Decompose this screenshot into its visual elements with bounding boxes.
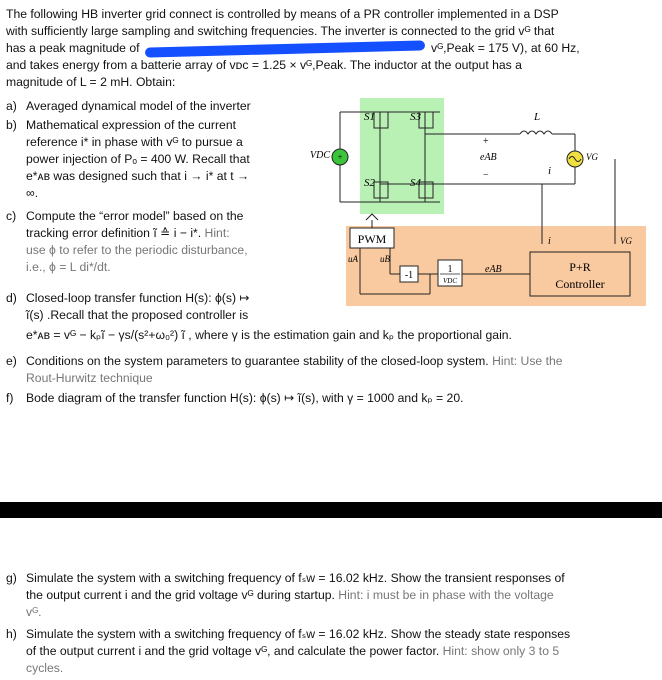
current-meas-label: i <box>548 236 551 247</box>
question-h <box>6 626 570 677</box>
question-e-line-1: Conditions on the system parameters to guarantee stability of the closed-loop system. <box>26 354 489 368</box>
question-b-line-4: e*ᴀʙ was designed such that i → i* at t → <box>26 169 250 183</box>
question-h-hint: Hint: show only 3 to 5 <box>439 644 560 658</box>
inductor-symbol <box>520 131 552 134</box>
question-b-line-1: Mathematical expression of the current <box>26 118 236 132</box>
question-b <box>6 117 250 202</box>
vg-meas-label: VG <box>620 236 632 246</box>
dc-plus-sign: + <box>337 152 343 162</box>
eab-label: eAB <box>480 152 497 163</box>
question-g-label: g) <box>6 571 17 585</box>
pwm-label: PWM <box>357 232 387 246</box>
grid-source <box>567 151 598 167</box>
question-c-hint: Hint: <box>201 226 230 240</box>
ub-label: uB <box>380 254 390 264</box>
eab-plus: + <box>483 136 489 147</box>
question-f-label: f) <box>6 391 14 405</box>
s2-label: S2 <box>364 177 375 189</box>
intro-line-3a: has a peak magnitude of <box>6 41 140 55</box>
question-a-text: Averaged dynamical model of the inverter <box>26 99 251 113</box>
question-c-line-2: tracking error definition ĩ ≙ i − i*. <box>26 226 202 240</box>
gain-numerator: 1 <box>447 264 453 275</box>
question-d-line-2: ĩ(s) .Recall that the proposed controller is <box>26 308 249 322</box>
question-g <box>6 570 565 621</box>
question-e-line-2: Rout-Hurwitz technique <box>26 371 153 385</box>
question-b-line-5: ∞. <box>26 186 39 200</box>
question-h-line-2: of the output current i and the grid voltage vᴳ, and calculate the power factor. <box>26 644 440 658</box>
question-h-line-3: cycles. <box>26 661 64 675</box>
gate-signal-arrow <box>366 214 378 228</box>
inverter-circuit-diagram <box>290 94 662 312</box>
question-g-line-2: the output current i and the grid voltage vᴳ during startup. <box>26 588 335 602</box>
eab-minus: − <box>483 170 489 181</box>
divider-bar <box>0 502 662 518</box>
intro-line-5: magnitude of L = 2 mH. Obtain: <box>6 75 176 89</box>
question-c <box>6 208 248 276</box>
question-c-line-4: i.e., ϕ = L di*/dt. <box>26 260 111 274</box>
question-a <box>6 98 251 115</box>
question-g-hint: Hint: i must be in phase with the voltage <box>334 588 554 602</box>
eab-ref-label: eAB <box>485 264 502 275</box>
controller-label-1: P+R <box>569 260 591 274</box>
gain-denominator: VDC <box>443 277 457 285</box>
vdc-label: VDC <box>310 150 330 161</box>
vg-label: VG <box>586 152 598 162</box>
s4-label: S4 <box>410 177 421 189</box>
intro-line-2: with sufficiently large sampling and switching frequencies. The inverter is connected to the grid vᴳ that <box>6 24 555 38</box>
question-g-line-3: vᴳ. <box>26 605 42 619</box>
intro-line-4: and takes energy from a batterie array of vᴅᴄ = 1.25 × vᴳ,Peak. The inductor at the output has a <box>6 58 522 72</box>
question-f <box>6 390 464 407</box>
question-f-line-1: Bode diagram of the transfer function H(s): ϕ(s) ↦ ĩ(s), with γ = 1000 and kₚ = 20. <box>26 391 464 405</box>
question-e <box>6 353 563 387</box>
current-label: i <box>548 165 552 177</box>
dc-source <box>310 112 348 202</box>
question-b-line-2: reference i* in phase with vᴳ to pursue a <box>26 135 243 149</box>
s1-label: S1 <box>364 111 375 123</box>
s3-label: S3 <box>410 111 421 123</box>
question-b-line-3: power injection of Pₒ = 400 W. Recall that <box>26 152 250 166</box>
question-a-label: a) <box>6 99 17 113</box>
question-d-line-3: e*ᴀʙ = vᴳ − kₚĩ − γs/(s²+ω₀²) ĩ , where γ is the estimation gain and kₚ the proportional gain. <box>26 328 512 342</box>
question-c-label: c) <box>6 209 17 223</box>
ua-label: uA <box>348 254 358 264</box>
negate-label: -1 <box>404 270 414 281</box>
question-b-label: b) <box>6 118 17 132</box>
question-g-line-1: Simulate the system with a switching frequency of fₛᴡ = 16.02 kHz. Show the transient responses of <box>26 571 565 585</box>
question-d-line-1: Closed-loop transfer function H(s): ϕ(s) ↦ <box>26 291 250 305</box>
question-h-line-1: Simulate the system with a switching frequency of fₛᴡ = 16.02 kHz. Show the steady state responses <box>26 627 571 641</box>
inductor-label: L <box>534 111 541 123</box>
question-d-label: d) <box>6 291 17 305</box>
question-h-label: h) <box>6 627 17 641</box>
question-e-label: e) <box>6 354 17 368</box>
intro-line-1: The following HB inverter grid connect is controlled by means of a PR controller implemented in a DSP <box>6 7 559 21</box>
question-c-line-1: Compute the “error model” based on the <box>26 209 244 223</box>
question-c-line-3: use ϕ to refer to the periodic disturbance, <box>26 243 248 257</box>
question-e-hint: Hint: Use the <box>488 354 563 368</box>
controller-label-2: Controller <box>555 277 605 291</box>
intro-line-3b: vᴳ,Peak = 175 V), at 60 Hz, <box>431 41 580 55</box>
